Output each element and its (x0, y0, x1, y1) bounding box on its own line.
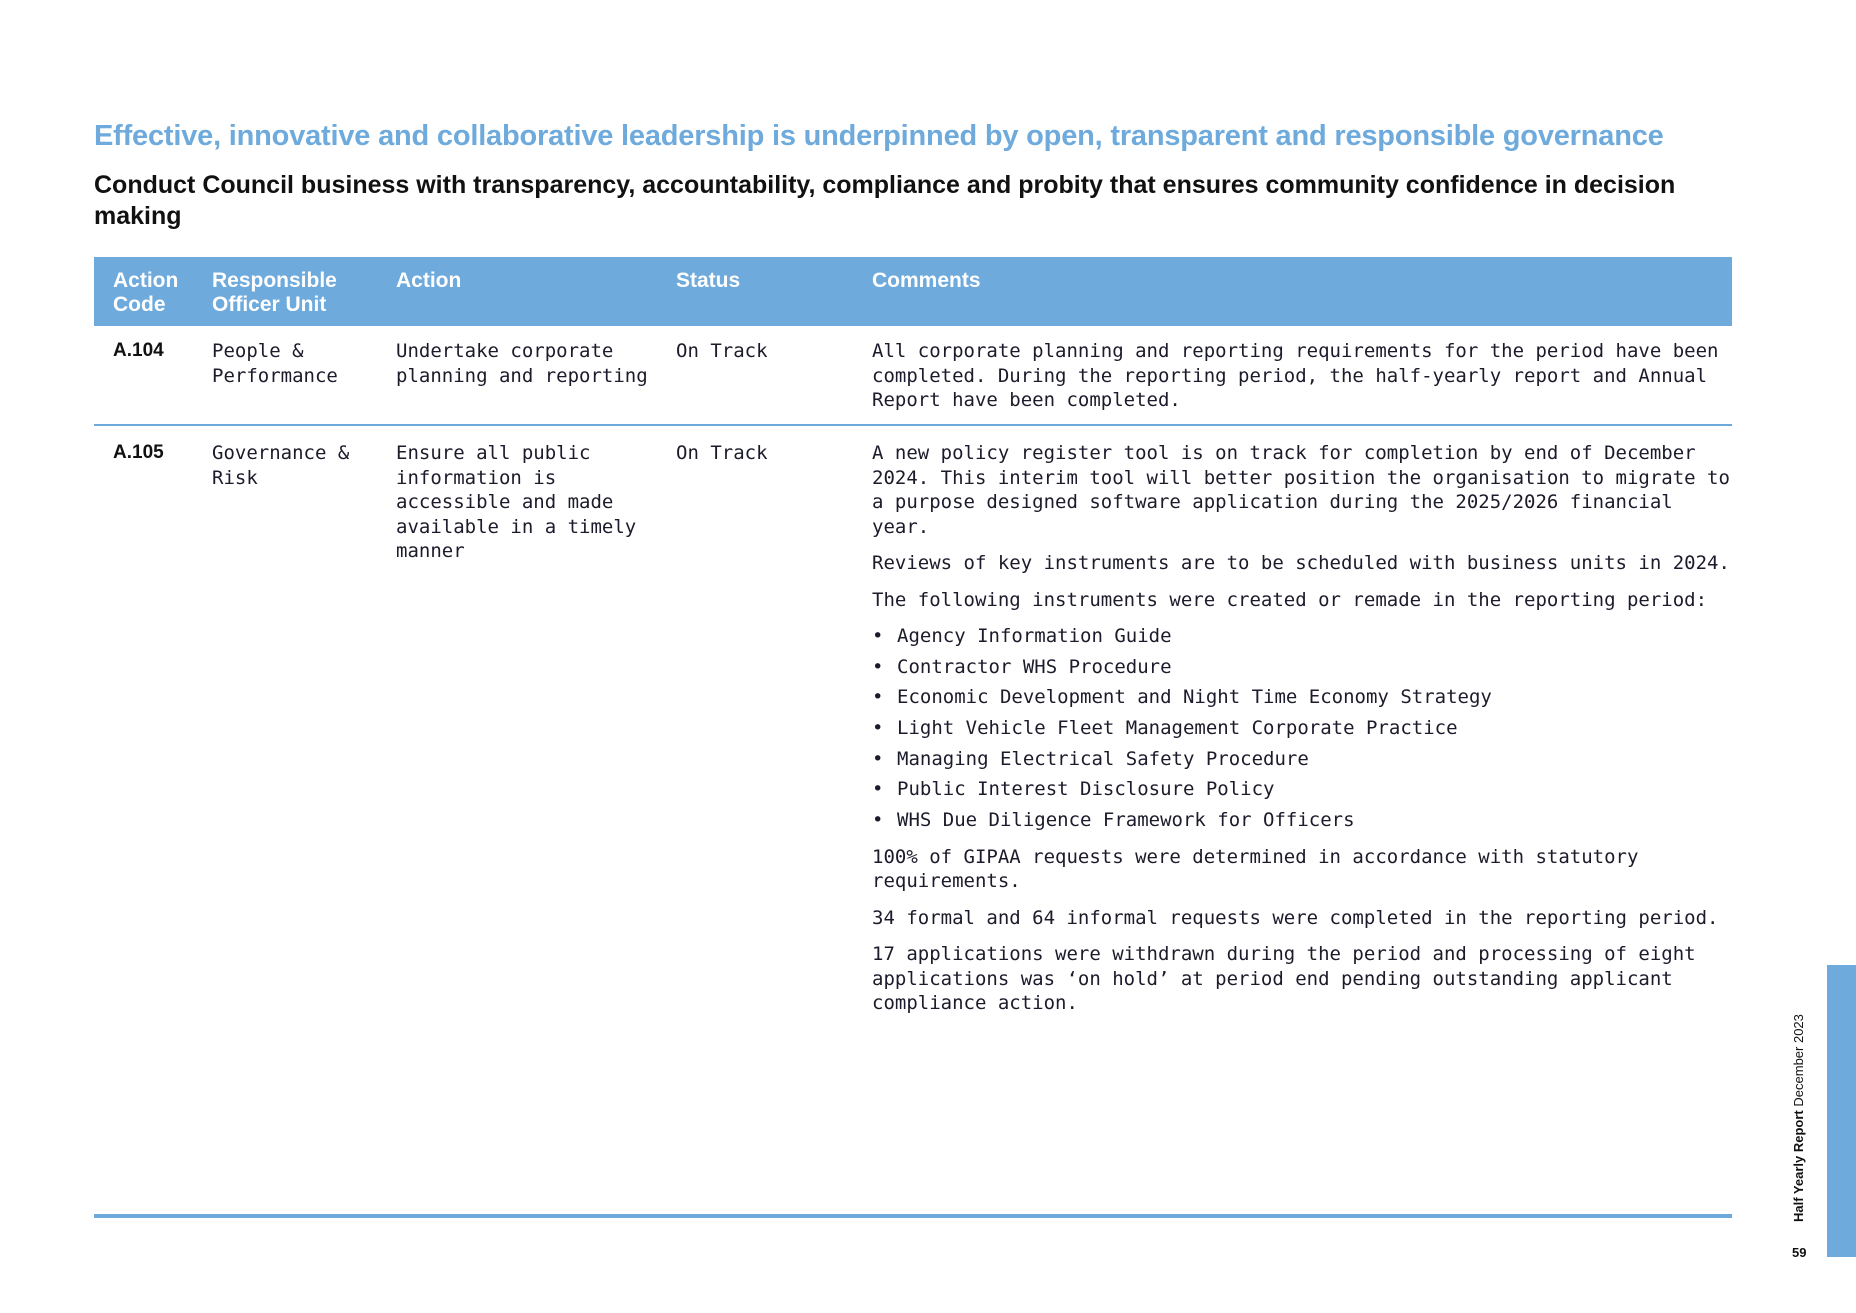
instrument-list (872, 624, 1732, 833)
comment-paragraph: Reviews of key instruments are to be scheduled with business units in 2024. (872, 552, 1730, 574)
section-subheading: Conduct Council business with transparency, accountability, compliance and probity that ensures community confidence in decision making (94, 171, 1676, 230)
bullet-icon: • (872, 686, 884, 709)
table-bottom-rule (94, 1214, 1732, 1218)
comment-paragraph: All corporate planning and reporting requirements for the period have been completed. During the reporting period, the half-yearly report and Annual Report have been completed. (872, 340, 1719, 411)
action-code: A.104 (113, 340, 164, 361)
bullet-icon: • (872, 778, 884, 801)
list-item: • Public Interest Disclosure Policy (872, 778, 1275, 801)
header-status: Status (676, 269, 741, 292)
comment-paragraph: A new policy register tool is on track for completion by end of December 2024. This interim tool will better position the organisation to migrate to a purpose designed software application during the 2025/2026 financial year. (872, 442, 1730, 538)
list-item: • Economic Development and Night Time Economy Strategy (872, 686, 1492, 709)
header-action-code: Action Code (113, 269, 179, 316)
header-comments: Comments (872, 269, 981, 292)
actions-table (94, 257, 1732, 1028)
report-label (1791, 1014, 1806, 1222)
bullet-icon: • (872, 625, 884, 647)
list-item: • Light Vehicle Fleet Management Corporate Practice (872, 717, 1458, 740)
list-item: • Agency Information Guide (872, 625, 1172, 647)
action-code: A.105 (113, 442, 164, 463)
action-text: Undertake corporate planning and reporting (396, 340, 648, 387)
header-responsible-unit: Responsible Officer Unit (212, 269, 337, 316)
bullet-icon: • (872, 655, 884, 678)
table-row (94, 426, 1732, 1028)
action-text: Ensure all public information is accessible and made available in a timely manner (396, 442, 637, 562)
report-title: Half Yearly Report (1791, 1110, 1806, 1222)
report-period: December 2023 (1791, 1014, 1806, 1107)
bullet-icon: • (872, 717, 884, 740)
table-header (94, 257, 1732, 326)
list-item: • Managing Electrical Safety Procedure (872, 747, 1309, 770)
comment-paragraph: 17 applications were withdrawn during the period and processing of eight applications was ‘on hold’ at period end pending outstanding applicant compliance action. (872, 943, 1696, 1015)
comment-paragraph: 100% of GIPAA requests were determined in accordance with statutory requirements. (872, 845, 1639, 893)
page-number: 59 (1792, 1245, 1807, 1260)
list-item: • WHS Due Diligence Framework for Officers (872, 809, 1355, 832)
status-text: On Track (676, 442, 768, 464)
comment-paragraph: 34 formal and 64 informal requests were completed in the reporting period. (872, 906, 1719, 929)
list-item: • Contractor WHS Procedure (872, 655, 1172, 678)
bullet-icon: • (872, 809, 884, 832)
header-action: Action (396, 269, 462, 292)
bullet-icon: • (872, 747, 884, 770)
comments-cell (872, 339, 1732, 424)
comment-paragraph: The following instruments were created or remade in the reporting period: (872, 588, 1708, 611)
side-tab (1827, 965, 1856, 1257)
table-row (94, 326, 1732, 426)
status-text: On Track (676, 340, 768, 362)
section-heading: Effective, innovative and collaborative leadership is underpinned by open, transparent and responsible governance (94, 120, 1664, 152)
responsible-unit: People & Performance (212, 340, 338, 387)
responsible-unit: Governance & Risk (212, 442, 350, 489)
comments-cell (872, 441, 1732, 1028)
